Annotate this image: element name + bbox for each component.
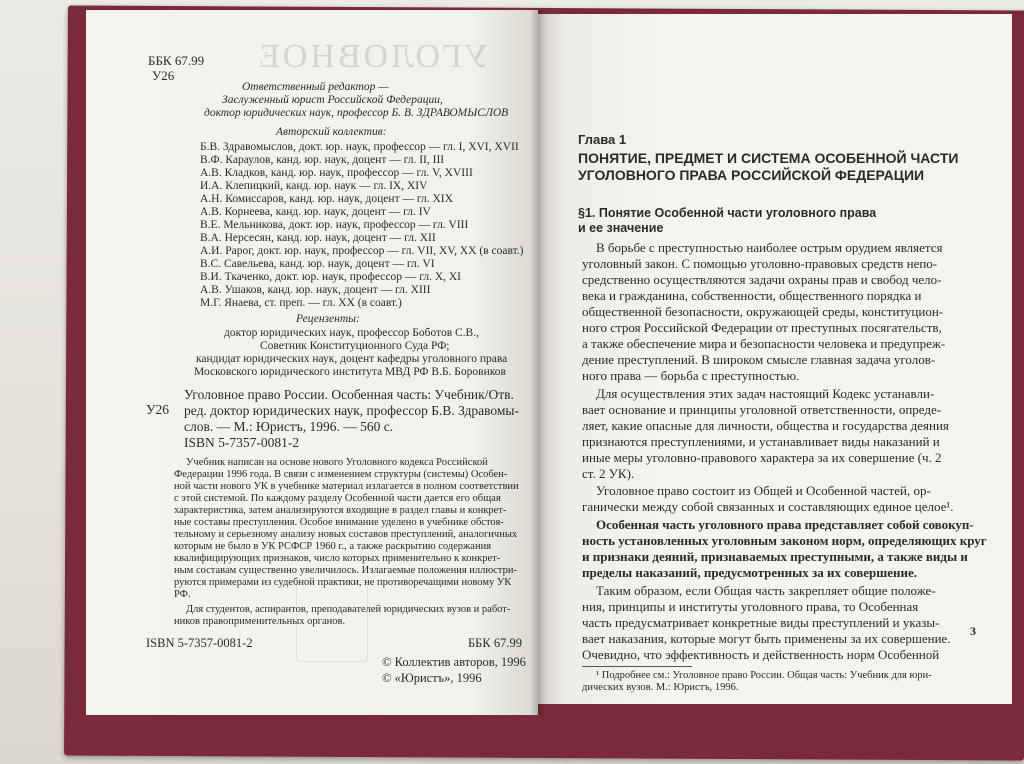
text-line: ст. 2 УК). — [582, 466, 635, 481]
annotation-line: Федерации 1996 года. В связи с изменением структуры (системы) Особен- — [174, 469, 508, 480]
text-line: века и гражданина, собственности, общественного порядка и — [582, 288, 922, 303]
annotation-line: Учебник написан на основе нового Уголовного кодекса Российской — [186, 457, 488, 468]
copyright-line: © «Юристъ», 1996 — [382, 671, 482, 685]
book-gutter-shadow — [530, 10, 546, 715]
catalog-line: ред. доктор юридических наук, профессор Б.В. Здравомы- — [184, 403, 520, 418]
text-line: Особенная часть уголовного права представляет собой совокуп- — [596, 517, 974, 532]
chapter-title-line: ПОНЯТИЕ, ПРЕДМЕТ И СИСТЕМА ОСОБЕННОЙ ЧАСТИ — [578, 150, 959, 166]
text-line: средственно осуществляются задачи охраны прав и свобод чело- — [582, 272, 942, 287]
footnote-divider — [582, 666, 692, 667]
reviewer-line: доктор юридических наук, профессор Боботов С.В., — [224, 327, 479, 339]
author-item: А.В. Корнеева, канд. юр. наук, доцент — гл. IV — [200, 206, 431, 218]
catalog-line: Уголовное право России. Особенная часть: Учебник/Отв. — [184, 387, 514, 402]
copyright-line: © Коллектив авторов, 1996 — [382, 655, 526, 669]
author-item: А.В. Кладков, канд. юр. наук, профессор — гл. V, XVIII — [200, 167, 473, 179]
text-line: дение преступлений. В широком смысле главная задача уголов- — [582, 352, 936, 367]
author-item: В.А. Нерсесян, канд. юр. наук, доцент — гл. XII — [200, 232, 436, 244]
text-line: ность установленных уголовным законом норм, определяющих круг — [582, 533, 987, 548]
text-line: иные меры уголовно-правового характера за их совершение (ч. 2 — [582, 450, 942, 465]
show-through-text: УГОЛОВНОЕ — [256, 38, 489, 75]
editor-line-1: Ответственный редактор — — [242, 81, 389, 93]
reviewer-line: Московского юридического института МВД РФ В.Б. Боровиков — [194, 366, 506, 378]
author-item: Б.В. Здравомыслов, докт. юр. наук, профессор — гл. I, XVI, XVII — [200, 141, 519, 153]
chapter-label: Глава 1 — [578, 132, 627, 147]
author-item: В.Е. Мельникова, докт. юр. наук, профессор — гл. VIII — [200, 219, 469, 231]
annotation-line: тельному и серьезному анализу новых составов преступлений, аналогичных — [174, 529, 518, 540]
text-line: Очевидно, что эффективность и действенность норм Особенной — [582, 647, 940, 662]
annotation-line: с этой системой. По каждому разделу Особенной части дается его общая — [174, 493, 501, 504]
annotation-line: ной части нового УК в учебнике материал излагается в полном соответствии — [174, 481, 519, 492]
text-line: Таким образом, если Общая часть закрепляет общие положе- — [596, 583, 936, 598]
text-line: уголовный закон. С помощью уголовно-правовых средств непо- — [582, 256, 938, 271]
text-line: вает основание и принципы уголовной ответственности, опреде- — [582, 402, 942, 417]
text-line: общественной безопасности, окружающей среды, конституцион- — [582, 304, 944, 319]
text-line: а также обеспечение мира и безопасности человека и предупреж- — [582, 336, 946, 351]
catalog-udc: У26 — [146, 402, 170, 417]
authors-heading: Авторский коллектив: — [276, 126, 387, 138]
text-line: ганически между собой связанных и составляющих единое целое¹. — [582, 499, 954, 514]
text-line: часть предусматривает конкретные виды преступлений и указы- — [582, 615, 940, 630]
text-line: Уголовное право состоит из Общей и Особенной частей, ор- — [596, 483, 931, 498]
author-item: А.В. Ушаков, канд. юр. наук, доцент — гл. XIII — [200, 284, 431, 296]
text-line: вает наказания, которые могут быть применены за их совершение. — [582, 631, 951, 646]
page-number: 3 — [970, 624, 976, 638]
author-item: И.А. Клепицкий, канд. юр. наук — гл. IX, XIV — [200, 180, 428, 192]
author-item: В.С. Савельева, канд. юр. наук, доцент — гл. VI — [200, 258, 435, 270]
text-line: признаются преступлениями, и устанавливает виды наказаний и — [582, 434, 940, 449]
audience-line: Для студентов, аспирантов, преподавателей юридических вузов и работ- — [186, 604, 511, 615]
text-line: ляет, какие опасные для личности, общества и государства деяния — [582, 418, 949, 433]
footnote-line: ¹ Подробнее см.: Уголовное право России. Общая часть: Учебник для юри- — [596, 670, 932, 681]
annotation-line: характеристика, затем анализируются входящие в раздел главы и конкрет- — [174, 505, 507, 516]
author-item: В.Ф. Караулов, канд. юр. наук, доцент — гл. II, III — [200, 154, 445, 166]
udc-code: У26 — [152, 68, 175, 83]
section-title-line: и ее значение — [578, 221, 664, 235]
right-page — [538, 14, 1012, 704]
author-item: А.Н. Комиссаров, канд. юр. наук, доцент — гл. XIX — [200, 193, 453, 205]
isbn-bottom: ISBN 5-7357-0081-2 — [146, 636, 253, 650]
audience-line: ников правоприменительных органов. — [174, 616, 346, 627]
text-line: ния, принципы и институты уголовного права, то Особенная — [582, 599, 919, 614]
annotation-line: которым не было в УК РСФСР 1960 г., а также раскрытию содержания — [174, 541, 492, 552]
annotation-line: руются примерами из судебной практики, не противоречащими новому УК — [174, 577, 512, 588]
annotation-line: ные составы преступления. Особое внимание уделено в учебнике обстоя- — [174, 517, 504, 528]
author-item: А.И. Рарог, докт. юр. наук, профессор — гл. VII, XV, XX (в соавт.) — [200, 245, 524, 257]
annotation-line: квалифицирующих признаков, число которых применительно к конкрет- — [174, 553, 501, 564]
author-item: В.И. Ткаченко, докт. юр. наук, профессор — гл. X, XI — [200, 271, 462, 283]
chapter-title-line: УГОЛОВНОГО ПРАВА РОССИЙСКОЙ ФЕДЕРАЦИИ — [578, 167, 925, 183]
left-page — [86, 10, 538, 715]
editor-line-2: Заслуженный юрист Российской Федерации, — [222, 94, 443, 106]
bbk-code: ББК 67.99 — [148, 53, 205, 68]
section-title-line: §1. Понятие Особенной части уголовного права — [578, 206, 877, 220]
reviewer-line: Советник Конституционного Суда РФ; — [260, 340, 450, 352]
text-line: пределы наказаний, предусмотренных за их совершение. — [582, 565, 917, 580]
footnote-line: дических вузов. М.: Юристъ, 1996. — [582, 682, 739, 693]
text-line: В борьбе с преступностью наиболее острым орудием является — [596, 240, 943, 255]
text-line: и признаки деяний, признаваемых преступными, а также виды и — [582, 549, 968, 564]
annotation-line: ным составам существенно увеличилось. Излагаемые положения иллюстри- — [174, 565, 517, 576]
text-line: ного права — борьба с преступностью. — [582, 368, 800, 383]
text-line: ного строя Российской Федерации от преступных посягательств, — [582, 320, 942, 335]
reviewer-line: кандидат юридических наук, доцент кафедры уголовного права — [196, 353, 508, 365]
text-line: Для осуществления этих задач настоящий Кодекс устанавли- — [596, 386, 935, 401]
editor-line-3: доктор юридических наук, профессор Б. В. ЗДРАВОМЫСЛОВ — [204, 107, 509, 119]
catalog-line: слов. — М.: Юристъ, 1996. — 560 с. — [184, 419, 394, 434]
author-item: М.Г. Янаева, ст. преп. — гл. XX (в соавт.) — [200, 297, 402, 309]
bbk-bottom: ББК 67.99 — [468, 636, 522, 650]
annotation-line: РФ. — [174, 589, 191, 600]
reviewers-heading: Рецензенты: — [296, 313, 360, 325]
catalog-isbn: ISBN 5-7357-0081-2 — [184, 435, 300, 450]
